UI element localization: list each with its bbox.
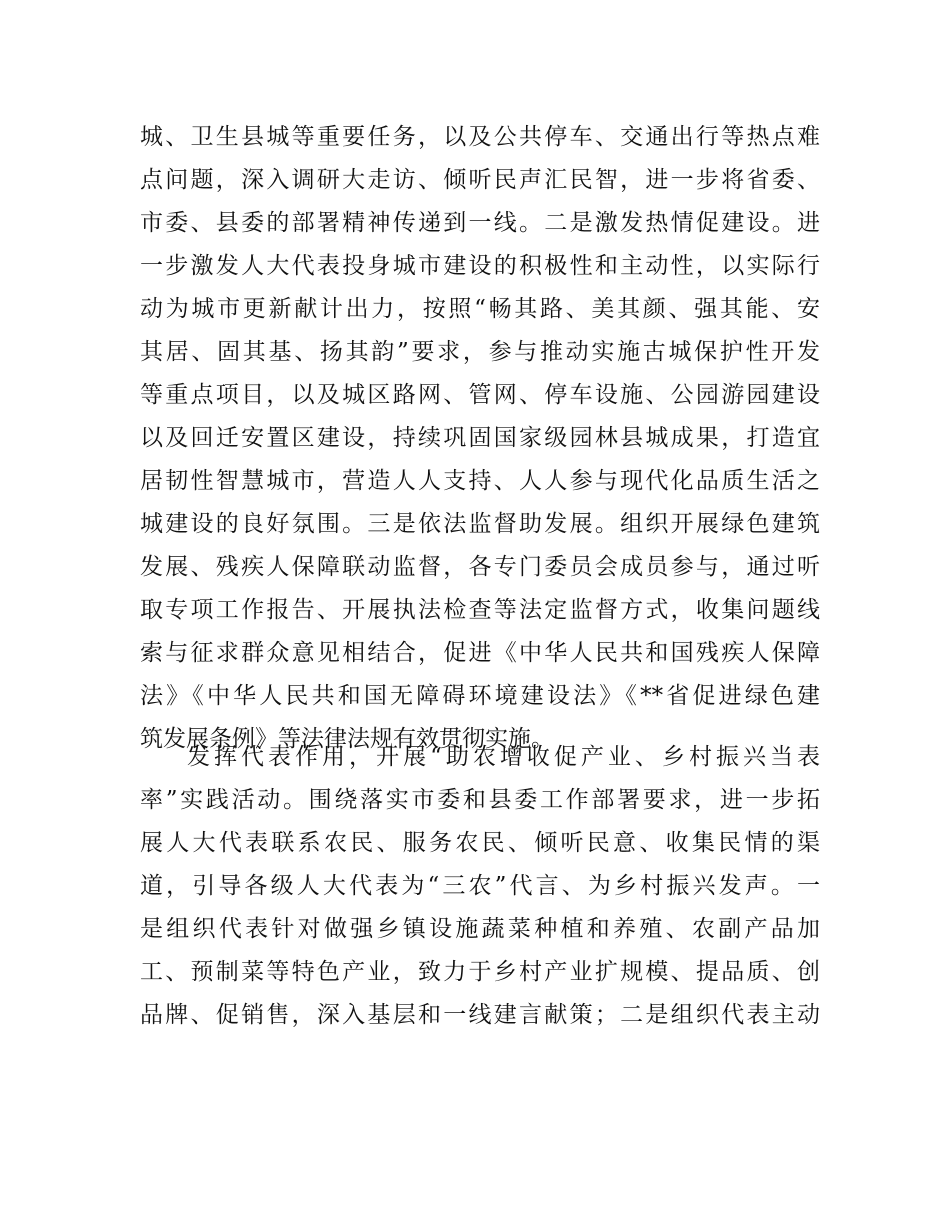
text-line: 工、预制菜等特色产业，致力于乡村产业扩规模、提品质、创 — [140, 959, 820, 985]
text-line: 取专项工作报告、开展执法检查等法定监督方式，收集问题线 — [140, 597, 820, 623]
text-line: 展人大代表联系农民、服务农民、倾听民意、收集民情的渠 — [140, 830, 820, 856]
text-line: 法》《中华人民共和国无障碍环境建设法》《**省促进绿色建 — [140, 683, 820, 709]
text-line: 等重点项目，以及城区路网、管网、停车设施、公园游园建设 — [140, 382, 820, 408]
text-line: 筑发展条例》等法律法规有效贯彻实施。 — [140, 726, 554, 752]
text-line: 城、卫生县城等重要任务，以及公共停车、交通出行等热点难 — [140, 124, 820, 150]
text-line: 其居、固其基、扬其韵”要求，参与推动实施古城保护性开发 — [140, 339, 820, 365]
text-line: 率”实践活动。围绕落实市委和县委工作部署要求，进一步拓 — [140, 787, 820, 813]
text-line: 市委、县委的部署精神传递到一线。二是激发热情促建设。进 — [140, 210, 820, 236]
text-line: 居韧性智慧城市，营造人人支持、人人参与现代化品质生活之 — [140, 468, 820, 494]
text-line: 发挥代表作用，开展“助农增收促产业、乡村振兴当表 — [187, 744, 820, 770]
text-line: 城建设的良好氛围。三是依法监督助发展。组织开展绿色建筑 — [140, 511, 820, 537]
text-line: 索与征求群众意见相结合，促进《中华人民共和国残疾人保障 — [140, 640, 820, 666]
text-line: 是组织代表针对做强乡镇设施蔬菜种植和养殖、农副产品加 — [140, 916, 820, 942]
text-line: 发展、残疾人保障联动监督，各专门委员会成员参与，通过听 — [140, 554, 820, 580]
text-line: 品牌、促销售，深入基层和一线建言献策；二是组织代表主动 — [140, 1002, 820, 1028]
paragraph-rural-revitalization — [140, 736, 820, 1037]
paragraph-urban-development — [140, 116, 820, 761]
text-line: 点问题，深入调研大走访、倾听民声汇民智，进一步将省委、 — [140, 167, 820, 193]
text-line: 一步激发人大代表投身城市建设的积极性和主动性，以实际行 — [140, 253, 820, 279]
text-line: 动为城市更新献计出力，按照“畅其路、美其颜、强其能、安 — [140, 296, 820, 322]
text-line: 以及回迁安置区建设，持续巩固国家级园林县城成果，打造宜 — [140, 425, 820, 451]
text-line: 道，引导各级人大代表为“三农”代言、为乡村振兴发声。一 — [140, 873, 820, 899]
